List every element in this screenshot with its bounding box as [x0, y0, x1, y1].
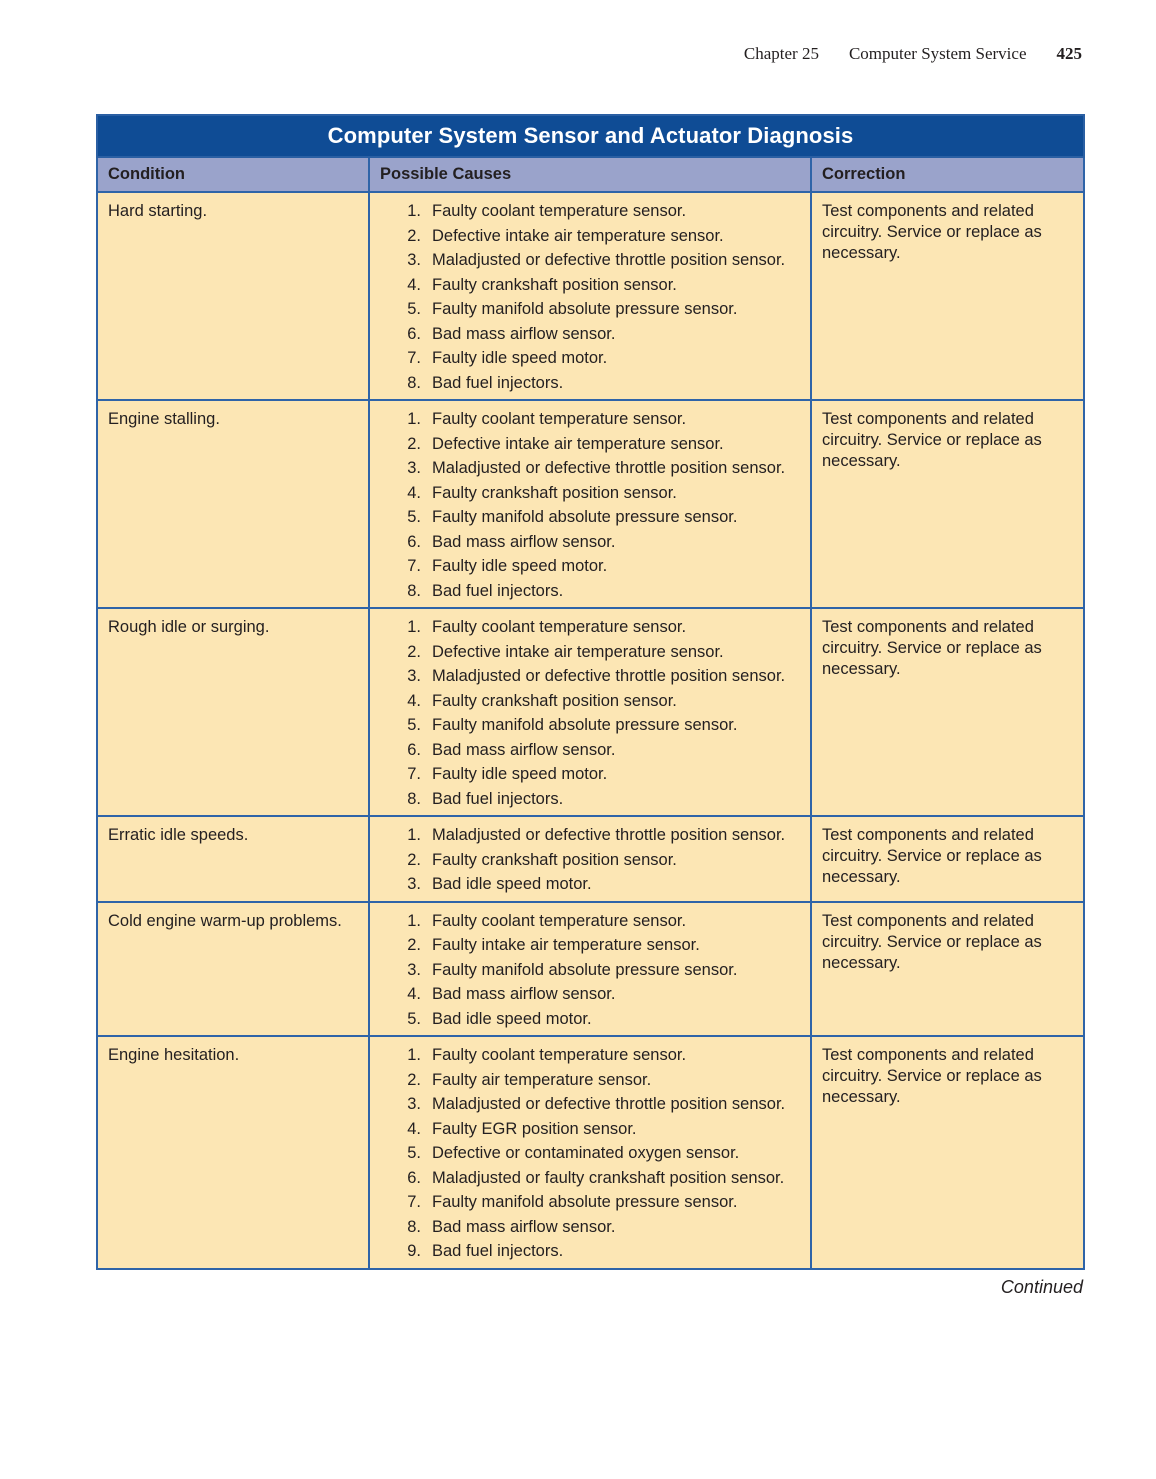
cause-number: 6. [407, 740, 421, 759]
cause-text: Faulty idle speed motor. [432, 349, 608, 367]
cause-item [394, 958, 800, 983]
column-header-possible-causes: Possible Causes [369, 157, 811, 192]
cause-number: 2. [407, 1070, 421, 1089]
cause-number: 8. [407, 373, 421, 392]
cause-text: Faulty idle speed motor. [432, 557, 608, 575]
cause-text: Faulty intake air temperature sensor. [432, 936, 700, 954]
causes-list [380, 407, 800, 607]
causes-cell [369, 608, 811, 816]
cause-number: 3. [407, 667, 421, 685]
cause-item [394, 1117, 800, 1142]
cause-text: Defective intake air temperature sensor. [432, 226, 724, 245]
cause-number: 7. [407, 557, 421, 575]
cause-number: 2. [407, 642, 421, 661]
correction-cell: Test components and related circuitry. Service or replace as necessary. [811, 192, 1084, 400]
cause-item [394, 689, 800, 714]
cause-number: 9. [407, 1242, 421, 1260]
cause-item [394, 615, 800, 640]
cause-number: 4. [407, 1119, 421, 1138]
causes-list [380, 615, 800, 815]
cause-number: 3. [407, 1095, 421, 1113]
cause-text: Faulty crankshaft position sensor. [432, 691, 677, 710]
condition-cell: Engine hesitation. [97, 1036, 369, 1269]
cause-item [394, 1166, 800, 1191]
cause-item [394, 1068, 800, 1093]
cause-number: 1. [407, 1046, 421, 1064]
cause-item [394, 738, 800, 763]
diagnosis-table [96, 114, 1085, 1270]
cause-number: 3. [407, 960, 421, 979]
cause-text: Maladjusted or defective throttle position sensor. [432, 459, 786, 477]
cause-number: 8. [407, 1217, 421, 1236]
cause-number: 1. [407, 911, 421, 930]
cause-item [394, 456, 800, 481]
cause-item [394, 505, 800, 530]
continued-label: Continued [1000, 1277, 1083, 1297]
cause-item [394, 1043, 800, 1068]
table-row [97, 902, 1084, 1037]
table-row [97, 608, 1084, 816]
cause-text: Maladjusted or defective throttle position sensor. [432, 667, 786, 685]
cause-number: 8. [407, 581, 421, 600]
cause-text: Bad fuel injectors. [432, 789, 564, 808]
cause-number: 1. [407, 618, 421, 636]
running-head [744, 44, 1082, 64]
table-body [97, 192, 1084, 1269]
cause-text: Defective intake air temperature sensor. [432, 642, 724, 661]
cause-text: Faulty manifold absolute pressure sensor. [432, 960, 738, 979]
cause-item [394, 322, 800, 347]
cause-number: 4. [407, 985, 421, 1003]
cause-number: 1. [407, 202, 421, 220]
correction-cell: Test components and related circuitry. Service or replace as necessary. [811, 400, 1084, 608]
cause-number: 6. [407, 1168, 421, 1187]
cause-text: Faulty coolant temperature sensor. [432, 911, 687, 930]
cause-number: 5. [407, 300, 421, 318]
cause-text: Maladjusted or faulty crankshaft position sensor. [432, 1168, 785, 1187]
cause-text: Faulty EGR position sensor. [432, 1119, 637, 1138]
correction-cell: Test components and related circuitry. Service or replace as necessary. [811, 902, 1084, 1037]
cause-text: Bad mass airflow sensor. [432, 1217, 616, 1236]
cause-text: Faulty idle speed motor. [432, 765, 608, 783]
causes-cell [369, 902, 811, 1037]
condition-cell: Hard starting. [97, 192, 369, 400]
cause-text: Faulty crankshaft position sensor. [432, 483, 677, 502]
cause-text: Bad mass airflow sensor. [432, 324, 616, 343]
cause-item [394, 554, 800, 579]
cause-item [394, 530, 800, 555]
cause-text: Faulty crankshaft position sensor. [432, 275, 677, 294]
cause-text: Faulty crankshaft position sensor. [432, 850, 677, 869]
cause-text: Faulty coolant temperature sensor. [432, 410, 687, 428]
cause-text: Faulty coolant temperature sensor. [432, 202, 687, 220]
cause-item [394, 1215, 800, 1240]
table-row [97, 1036, 1084, 1269]
causes-list [380, 1043, 800, 1268]
cause-item [394, 933, 800, 958]
cause-item [394, 273, 800, 298]
cause-item [394, 297, 800, 322]
cause-item [394, 371, 800, 396]
table-row [97, 816, 1084, 902]
cause-text: Faulty air temperature sensor. [432, 1070, 652, 1089]
cause-text: Faulty coolant temperature sensor. [432, 618, 687, 636]
cause-number: 1. [407, 826, 421, 844]
causes-list [380, 909, 800, 1036]
causes-cell [369, 192, 811, 400]
cause-item [394, 1092, 800, 1117]
cause-text: Bad mass airflow sensor. [432, 985, 616, 1003]
cause-text: Bad mass airflow sensor. [432, 740, 616, 759]
cause-number: 1. [407, 410, 421, 428]
cause-text: Faulty manifold absolute pressure sensor. [432, 716, 738, 734]
cause-item [394, 823, 800, 848]
cause-text: Maladjusted or defective throttle position sensor. [432, 1095, 786, 1113]
cause-number: 6. [407, 532, 421, 551]
cause-number: 2. [407, 936, 421, 954]
causes-list [380, 823, 800, 901]
cause-number: 2. [407, 434, 421, 453]
causes-cell [369, 1036, 811, 1269]
condition-cell: Erratic idle speeds. [97, 816, 369, 902]
cause-text: Defective intake air temperature sensor. [432, 434, 724, 453]
cause-item [394, 579, 800, 604]
condition-cell: Engine stalling. [97, 400, 369, 608]
cause-number: 5. [407, 716, 421, 734]
condition-cell: Rough idle or surging. [97, 608, 369, 816]
correction-cell: Test components and related circuitry. Service or replace as necessary. [811, 608, 1084, 816]
cause-number: 4. [407, 483, 421, 502]
cause-number: 5. [407, 508, 421, 526]
cause-text: Maladjusted or defective throttle position sensor. [432, 826, 786, 844]
cause-item [394, 713, 800, 738]
chapter-title: Computer System Service [848, 44, 1027, 63]
cause-number: 3. [407, 875, 421, 893]
cause-number: 3. [407, 459, 421, 477]
cause-number: 7. [407, 1193, 421, 1211]
causes-cell [369, 400, 811, 608]
cause-text: Faulty manifold absolute pressure sensor. [432, 1193, 738, 1211]
cause-number: 3. [407, 251, 421, 269]
cause-text: Bad fuel injectors. [432, 581, 564, 600]
cause-item [394, 1141, 800, 1166]
cause-number: 6. [407, 324, 421, 343]
cause-text: Faulty manifold absolute pressure sensor. [432, 508, 738, 526]
causes-list [380, 199, 800, 399]
cause-number: 8. [407, 789, 421, 808]
cause-text: Bad fuel injectors. [432, 1242, 564, 1260]
cause-item [394, 640, 800, 665]
cause-text: Bad fuel injectors. [432, 373, 564, 392]
cause-item [394, 407, 800, 432]
cause-text: Bad idle speed motor. [432, 1009, 592, 1028]
cause-item [394, 199, 800, 224]
cause-item [394, 787, 800, 812]
cause-number: 2. [407, 226, 421, 245]
table-row [97, 400, 1084, 608]
cause-text: Maladjusted or defective throttle position sensor. [432, 251, 786, 269]
cause-text: Bad mass airflow sensor. [432, 532, 616, 551]
cause-number: 4. [407, 275, 421, 294]
cause-number: 5. [407, 1009, 421, 1028]
cause-item [394, 848, 800, 873]
correction-cell: Test components and related circuitry. Service or replace as necessary. [811, 816, 1084, 902]
cause-number: 7. [407, 349, 421, 367]
correction-cell: Test components and related circuitry. Service or replace as necessary. [811, 1036, 1084, 1269]
cause-number: 2. [407, 850, 421, 869]
cause-item [394, 762, 800, 787]
cause-item [394, 248, 800, 273]
condition-cell: Cold engine warm-up problems. [97, 902, 369, 1037]
cause-item [394, 664, 800, 689]
cause-item [394, 872, 800, 897]
cause-item [394, 432, 800, 457]
cause-text: Bad idle speed motor. [432, 875, 592, 893]
cause-item [394, 1190, 800, 1215]
cause-number: 4. [407, 691, 421, 710]
cause-item [394, 346, 800, 371]
column-header-correction: Correction [811, 157, 1084, 192]
causes-cell [369, 816, 811, 902]
cause-number: 5. [407, 1144, 421, 1162]
table-row [97, 192, 1084, 400]
table-title: Computer System Sensor and Actuator Diagnosis [97, 115, 1084, 157]
cause-text: Faulty manifold absolute pressure sensor. [432, 300, 738, 318]
chapter-label: Chapter 25 [743, 44, 819, 63]
cause-number: 7. [407, 765, 421, 783]
cause-item [394, 481, 800, 506]
page-number: 425 [1056, 44, 1082, 63]
cause-text: Defective or contaminated oxygen sensor. [432, 1144, 740, 1162]
cause-item [394, 1239, 800, 1264]
cause-item [394, 909, 800, 934]
cause-item [394, 224, 800, 249]
cause-item [394, 1007, 800, 1032]
cause-text: Faulty coolant temperature sensor. [432, 1046, 687, 1064]
cause-item [394, 982, 800, 1007]
column-header-condition: Condition [97, 157, 369, 192]
